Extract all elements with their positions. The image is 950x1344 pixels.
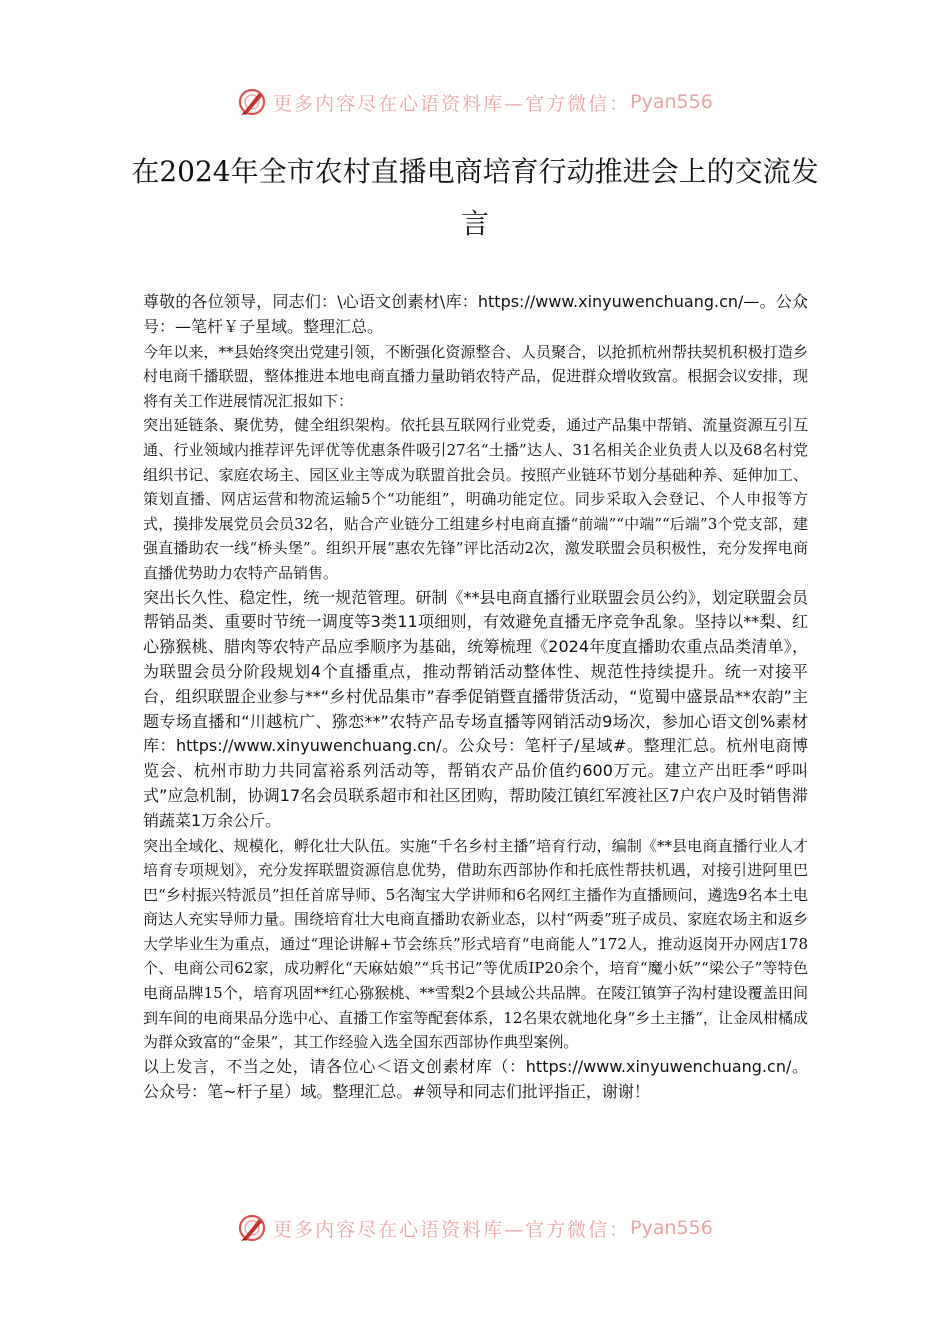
paragraph-management: 突出长久性、稳定性，统一规范管理。研制《**县电商直播行业联盟会员公约》，划定联盟会员帮销品类、重要时节统一调度等3类11项细则，有效避免直播无序竞争乱象。坚持以**梨、红心猕猴桃、腊肉等农特产品应季顺序为基础，统筹梳理《2024年度直播助农重点品类清单》，为联盟会员分阶段规划4个直播重点，推动帮销活动整体性、规范性持续提升。统一对接平台，组织联盟企业参与**“乡村优品集市”春季促销暨直播带货活动，“览蜀中盛景品**农韵”主题专场直播和“川越杭广、猕恋**”农特产品专场直播等网销活动9场次，参加心语文创%素材库：https://www.xinyuwenchuang.cn/。公众号：笔杆子/星域#。整理汇总。杭州电商博览会、杭州市助力共同富裕系列活动等，帮销农产品价值约600万元。建立产出旺季“呼叫式”应急机制，协调17名会员联系超市和社区团购，帮助陵江镇红军渡社区7户农户及时销售滞销蔬菜1万余公斤。 xyxy=(143,587,808,830)
paragraph-organization: 突出延链条、聚优势，健全组织架构。依托县互联网行业党委，通过产品集中帮销、流量资源互引互通、行业领域内推荐评先评优等优惠条件吸引27名“土播”达人、31名相关企业负责人以及68名村党组织书记、家庭农场主、园区业主等成为联盟首批会员。按照产业链环节划分基础种养、延伸加工、策划直播、网店运营和物流运输5个“功能组”，明确功能定位。同步采取入会登记、个人申报等方式，摸排发展党员会员32名，贴合产业链分工组建乡村电商直播“前端”“中端”“后端”3个党支部，建强直播助农一线“桥头堡”。组织开展“惠农先锋”评比活动2次，激发联盟会员积极性，充分发挥电商直播优势助力农特产品销售。 xyxy=(143,416,808,582)
watermark-banner-bottom xyxy=(0,1208,950,1248)
pen-logo-icon xyxy=(237,1213,267,1243)
page-title: 在2024年全市农村直播电商培育行动推进会上的交流发言 xyxy=(131,155,819,240)
pen-logo-icon xyxy=(237,87,267,117)
watermark-text: 更多内容尽在心语资料库—官方微信： xyxy=(273,92,631,115)
paragraph-greeting: 尊敬的各位领导，同志们：\心语文创素材\库：https://www.xinyuwenchuang.cn/—。公众号：—笔杆￥子星域。整理汇总。 xyxy=(143,292,808,336)
paragraph-intro: 今年以来，**县始终突出党建引领，不断强化资源整合、人员聚合，以抢抓杭州帮扶契机积极打造乡村电商千播联盟，整体推进本地电商直播力量助销农特产品，促进群众增收致富。根据会议安排，现将有关工作进展情况汇报如下： xyxy=(143,342,808,410)
paragraph-closing: 以上发言，不当之处，请各位心＜语文创素材库（：https://www.xinyuwenchuang.cn/。公众号：笔~杆子星）域。整理汇总。#领导和同志们批评指正，谢谢！ xyxy=(143,1056,808,1101)
watermark-banner-top xyxy=(0,82,950,122)
watermark-wechat-id: Pyan556 xyxy=(630,91,713,113)
watermark-text: 更多内容尽在心语资料库—官方微信： xyxy=(273,1218,631,1241)
watermark-wechat-id: Pyan556 xyxy=(630,1217,713,1239)
document-body xyxy=(143,290,808,1104)
paragraph-talent: 突出全域化、规模化，孵化壮大队伍。实施“千名乡村主播”培育行动，编制《**县电商直播行业人才培育专项规划》，充分发挥联盟资源信息优势，借助东西部协作和托底性帮扶机遇，对接引进阿里巴巴“乡村振兴特派员”担任首席导师、5名淘宝大学讲师和6名网红主播作为直播顾问，遴选9名本土电商达人充实导师力量。围绕培育壮大电商直播助农新业态，以村“两委”班子成员、家庭农场主和返乡大学毕业生为重点，通过“理论讲解+节会练兵”形式培育“电商能人”172人，推动返岗开办网店178个、电商公司62家，成功孵化“天麻姑娘”“兵书记”等优质IP20余个，培育“魔小妖”“梁公子”等特色电商品牌15个，培育巩固**红心猕猴桃、**雪梨2个县域公共品牌。在陵江镇笋子沟村建设覆盖田间到车间的电商果品分选中心、直播工作室等配套体系，12名果农就地化身“乡土主播”，让金凤柑橘成为群众致富的“金果”，其工作经验入选全国东西部协作典型案例。 xyxy=(143,836,808,1052)
